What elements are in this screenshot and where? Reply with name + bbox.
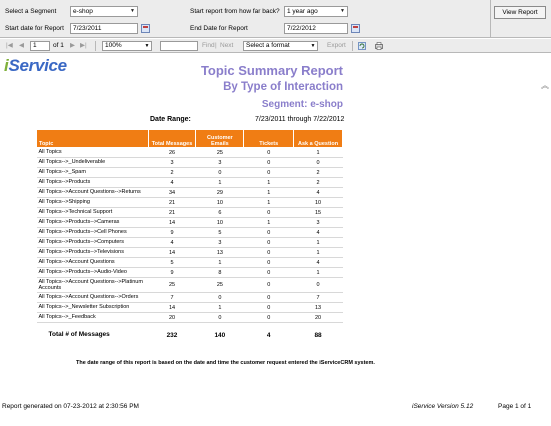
total-messages-cell: 14	[148, 248, 196, 258]
total-messages-cell: 4	[148, 178, 196, 188]
customer-emails-cell: 10	[196, 218, 244, 228]
page-count: of 1	[53, 42, 64, 49]
total-label: Total # of Messages	[48, 331, 110, 338]
calendar-icon[interactable]	[351, 24, 360, 33]
ask-question-cell: 20	[294, 313, 343, 323]
total-messages-cell: 2	[148, 168, 196, 178]
next-link[interactable]: Next	[220, 42, 234, 49]
toolbar-separator	[95, 41, 96, 51]
segment-label: Select a Segment	[5, 8, 57, 15]
total-messages: 232	[166, 331, 178, 339]
topic-cell: All Topics-->_Spam	[37, 168, 149, 178]
topic-cell: All Topics-->Shipping	[37, 198, 149, 208]
ask-question-cell: 1	[294, 148, 343, 158]
total-row	[37, 323, 343, 342]
table-row	[37, 228, 343, 238]
ask-question-cell: 2	[294, 168, 343, 178]
ask-question-cell: 4	[294, 228, 343, 238]
report-note: The date range of this report is based on the date and time the customer request entered the iServiceCRM system.	[76, 360, 375, 366]
topic-summary-table	[36, 129, 343, 342]
ask-question-cell: 2	[294, 178, 343, 188]
tickets-cell: 0	[244, 303, 294, 313]
segment-select[interactable]	[70, 6, 138, 17]
column-header: Tickets	[244, 130, 294, 148]
table-row	[37, 303, 343, 313]
total-messages-cell: 21	[148, 198, 196, 208]
topic-cell: All Topics-->Products	[37, 178, 149, 188]
ask-question-cell: 15	[294, 208, 343, 218]
ask-question-cell: 4	[294, 258, 343, 268]
topic-cell: All Topics-->Account Questions-->Orders	[37, 293, 149, 303]
topic-cell: All Topics-->Products-->Audio-Video	[37, 268, 149, 278]
find-separator: |	[215, 42, 217, 49]
total-messages-cell: 5	[148, 258, 196, 268]
export-link[interactable]: Export	[327, 42, 346, 49]
page-number-value: 1	[33, 42, 37, 49]
table-row	[37, 313, 343, 323]
table-row	[37, 148, 343, 158]
customer-emails-cell: 13	[196, 248, 244, 258]
total-tickets: 4	[266, 331, 271, 339]
how-far-label: Start report from how far back?	[190, 8, 280, 15]
column-header: Total Messages	[148, 130, 196, 148]
iservice-logo: iService	[4, 56, 67, 75]
tickets-cell: 0	[244, 278, 294, 293]
generated-timestamp: Report generated on 07-23-2012 at 2:30:56 PM	[2, 403, 139, 410]
tickets-cell: 0	[244, 228, 294, 238]
ask-question-cell: 4	[294, 188, 343, 198]
first-page-icon[interactable]: |◀	[6, 42, 13, 49]
panel-divider	[490, 0, 491, 38]
print-icon[interactable]	[375, 42, 383, 50]
parameter-panel	[0, 0, 551, 38]
customer-emails-cell: 0	[196, 313, 244, 323]
total-messages-cell: 34	[148, 188, 196, 198]
topic-cell: All Topics-->Account Questions-->Platinum Accounts	[37, 278, 149, 293]
table-row	[37, 158, 343, 168]
chevron-down-icon: ▼	[340, 8, 345, 14]
customer-emails-cell: 0	[196, 168, 244, 178]
topic-cell: All Topics-->Products-->Cell Phones	[37, 228, 149, 238]
version-label: iService Version 5.12	[412, 403, 474, 410]
calendar-icon[interactable]	[141, 24, 150, 33]
tickets-cell: 0	[244, 148, 294, 158]
topic-cell: All Topics-->Products-->Cameras	[37, 218, 149, 228]
total-messages-cell: 9	[148, 268, 196, 278]
customer-emails-cell: 1	[196, 258, 244, 268]
table-row	[37, 218, 343, 228]
report-subtitle: By Type of Interaction	[223, 81, 343, 93]
column-header: Customer Emails	[196, 130, 244, 148]
find-input[interactable]	[160, 41, 198, 51]
topic-cell: All Topics	[37, 148, 149, 158]
tickets-cell: 0	[244, 258, 294, 268]
customer-emails-cell: 25	[196, 148, 244, 158]
tickets-cell: 1	[244, 188, 294, 198]
total-messages-cell: 25	[148, 278, 196, 293]
total-messages-cell: 20	[148, 313, 196, 323]
table-header-row	[37, 130, 343, 148]
tickets-cell: 1	[244, 198, 294, 208]
table-row	[37, 208, 343, 218]
last-page-icon[interactable]: ▶|	[80, 42, 87, 49]
topic-cell: All Topics-->Products-->Televisions	[37, 248, 149, 258]
date-range-value: 7/23/2011 through 7/22/2012	[255, 116, 345, 123]
ask-question-cell: 1	[294, 268, 343, 278]
customer-emails-cell: 8	[196, 268, 244, 278]
refresh-icon[interactable]	[358, 42, 366, 50]
tickets-cell: 1	[244, 218, 294, 228]
total-messages-cell: 21	[148, 208, 196, 218]
tickets-cell: 0	[244, 313, 294, 323]
total-messages-cell: 3	[148, 158, 196, 168]
column-header: Ask a Question	[294, 130, 343, 148]
export-format-select[interactable]	[243, 41, 318, 51]
table-row	[37, 278, 343, 293]
table-row	[37, 188, 343, 198]
topic-cell: All Topics-->_Feedback	[37, 313, 149, 323]
table-row	[37, 258, 343, 268]
customer-emails-cell: 5	[196, 228, 244, 238]
chevron-down-icon: ▼	[130, 8, 135, 14]
customer-emails-cell: 3	[196, 158, 244, 168]
report-segment: Segment: e-shop	[261, 99, 343, 110]
total-messages-cell: 9	[148, 228, 196, 238]
export-format-value: Select a format	[246, 42, 290, 49]
how-far-select-value: 1 year ago	[287, 8, 318, 15]
end-date-input[interactable]	[284, 23, 348, 34]
find-link[interactable]: Find	[202, 42, 215, 49]
total-messages-cell: 14	[148, 303, 196, 313]
end-date-label: End Date for Report	[190, 25, 248, 32]
chevron-down-icon: ▼	[310, 43, 316, 49]
table-row	[37, 293, 343, 303]
ask-question-cell: 13	[294, 303, 343, 313]
table-row	[37, 168, 343, 178]
zoom-select[interactable]	[102, 41, 152, 51]
topic-cell: All Topics-->Account Questions-->Returns	[37, 188, 149, 198]
tickets-cell: 0	[244, 158, 294, 168]
how-far-select[interactable]	[284, 6, 348, 17]
ask-question-cell: 1	[294, 248, 343, 258]
tickets-cell: 0	[244, 293, 294, 303]
customer-emails-cell: 1	[196, 303, 244, 313]
ask-question-cell: 10	[294, 198, 343, 208]
tickets-cell: 1	[244, 178, 294, 188]
zoom-value: 100%	[105, 42, 122, 49]
start-date-input[interactable]	[70, 23, 138, 34]
total-messages-cell: 4	[148, 238, 196, 248]
topic-cell: All Topics-->Products-->Computers	[37, 238, 149, 248]
view-report-button[interactable]: View Report	[494, 6, 546, 19]
start-date-value: 7/23/2011	[73, 25, 102, 32]
topic-cell: All Topics-->Technical Support	[37, 208, 149, 218]
table-row	[37, 178, 343, 188]
customer-emails-cell: 10	[196, 198, 244, 208]
start-date-label: Start date for Report	[5, 25, 64, 32]
segment-select-value: e-shop	[73, 8, 93, 15]
total-messages-cell: 14	[148, 218, 196, 228]
total-emails: 140	[214, 331, 226, 339]
total-messages-cell: 26	[148, 148, 196, 158]
end-date-value: 7/22/2012	[287, 25, 316, 32]
ask-question-cell: 1	[294, 238, 343, 248]
previous-page-icon[interactable]: ◀	[19, 42, 24, 49]
table-row	[37, 248, 343, 258]
tickets-cell: 0	[244, 238, 294, 248]
table-row	[37, 198, 343, 208]
topic-cell: All Topics-->_Undeliverable	[37, 158, 149, 168]
customer-emails-cell: 25	[196, 278, 244, 293]
collapse-toolbar-icon[interactable]: ︽	[541, 81, 549, 90]
ask-question-cell: 7	[294, 293, 343, 303]
total-ask: 88	[314, 331, 322, 339]
ask-question-cell: 3	[294, 218, 343, 228]
customer-emails-cell: 3	[196, 238, 244, 248]
customer-emails-cell: 1	[196, 178, 244, 188]
date-range-label: Date Range:	[150, 116, 191, 123]
tickets-cell: 0	[244, 268, 294, 278]
report-title: Topic Summary Report	[200, 63, 343, 78]
chevron-down-icon: ▼	[144, 43, 150, 49]
ask-question-cell: 0	[294, 158, 343, 168]
page-number-input[interactable]	[30, 41, 50, 51]
table-row	[37, 268, 343, 278]
topic-cell: All Topics-->Account Questions	[37, 258, 149, 268]
tickets-cell: 0	[244, 248, 294, 258]
customer-emails-cell: 6	[196, 208, 244, 218]
toolbar-separator	[352, 41, 353, 51]
next-page-icon[interactable]: ▶	[70, 42, 75, 49]
column-header: Topic	[37, 130, 149, 148]
table-row	[37, 238, 343, 248]
customer-emails-cell: 0	[196, 293, 244, 303]
customer-emails-cell: 29	[196, 188, 244, 198]
page-indicator: Page 1 of 1	[498, 403, 532, 410]
total-messages-cell: 7	[148, 293, 196, 303]
tickets-cell: 0	[244, 208, 294, 218]
tickets-cell: 0	[244, 168, 294, 178]
ask-question-cell: 0	[294, 278, 343, 293]
topic-cell: All Topics-->_Newsletter Subscription	[37, 303, 149, 313]
